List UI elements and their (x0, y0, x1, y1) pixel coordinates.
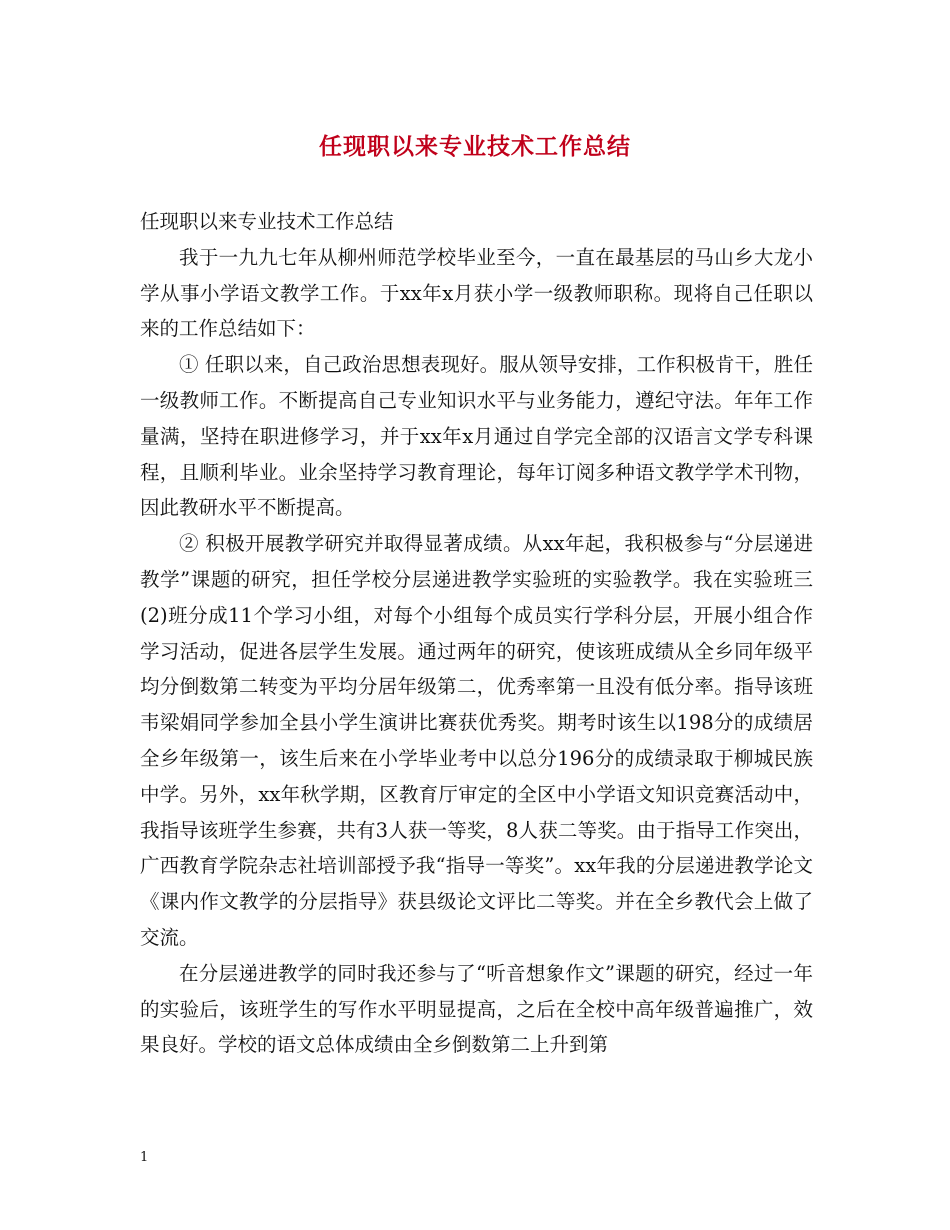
paragraph-intro: 我于一九九七年从柳州师范学校毕业至今，一直在最基层的马山乡大龙小学从事小学语文教学工作。于xx年x月获小学一级教师职称。现将自己任职以来的工作总结如下： (140, 245, 813, 341)
paragraph-point-2: ② 积极开展教学研究并取得显著成绩。从xx年起，我积极参与“分层递进教学”课题的研究，担任学校分层递进教学实验班的实验教学。我在实验班三(2)班分成11个学习小组，对每个小组每个成员实行学科分层，开展小组合作学习活动，促进各层学生发展。通过两年的研究，使该班成绩从全乡同年级平均分倒数第二转变为平均分居年级第二，优秀率第一且没有低分率。指导该班韦梁娟同学参加全县小学生演讲比赛获优秀奖。期考时该生以198分的成绩居全乡年级第一，该生后来在小学毕业考中以总分196分的成绩录取于柳城民族中学。另外，xx年秋学期，区教育厅审定的全区中小学语文知识竞赛活动中，我指导该班学生参赛，共有3人获一等奖，8人获二等奖。由于指导工作突出，广西教育学院杂志社培训部授予我“指导一等奖”。xx年我的分层递进教学论文《课内作文教学的分层指导》获县级论文评比二等奖。并在全乡教代会上做了交流。 (140, 532, 813, 949)
page-number: 1 (140, 1150, 149, 1165)
paragraph-continuation: 在分层递进教学的同时我还参与了“听音想象作文”课题的研究，经过一年的实验后，该班学生的写作水平明显提高，之后在全校中高年级普遍推广，效果良好。学校的语文总体成绩由全乡倒数第二上升到第 (140, 961, 813, 1057)
document-body (140, 204, 813, 1063)
document-title: 任现职以来专业技术工作总结 (319, 133, 631, 160)
document-subtitle: 任现职以来专业技术工作总结 (140, 210, 394, 233)
paragraph-point-1: ① 任职以来，自己政治思想表现好。服从领导安排，工作积极肯干，胜任一级教师工作。不断提高自己专业知识水平与业务能力，遵纪守法。年年工作量满，坚持在职进修学习，并于xx年x月通过自学完全部的汉语言文学专科课程，且顺利毕业。业余坚持学习教育理论，每年订阅多种语文教学学术刊物，因此教研水平不断提高。 (140, 353, 813, 520)
